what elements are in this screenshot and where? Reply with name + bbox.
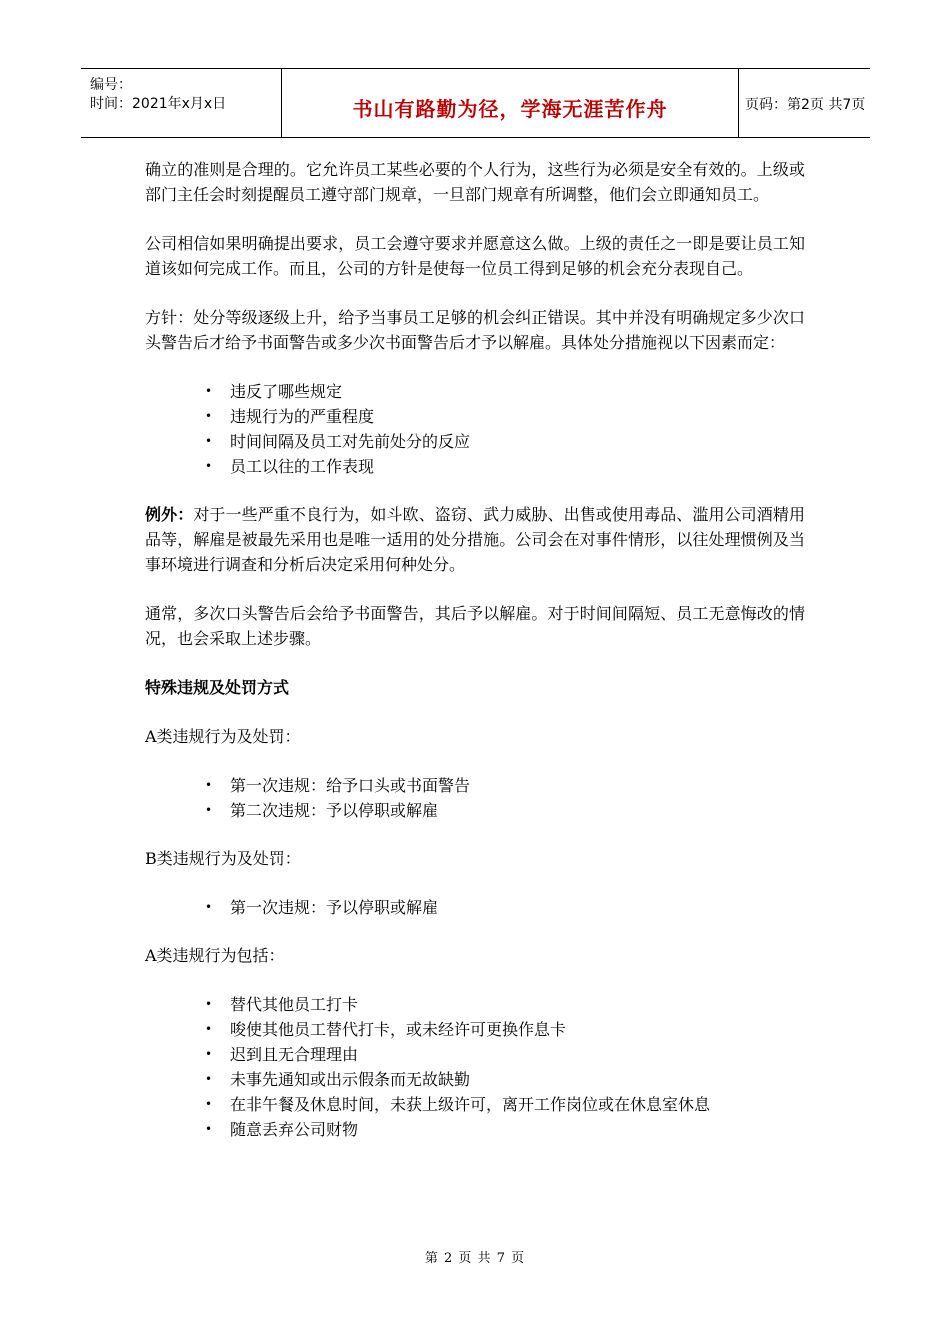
list-item: • 违反了哪些规定 xyxy=(205,379,805,404)
b-class-penalty-label: B类违规行为及处罚： xyxy=(145,849,301,868)
exception-text: 对于一些严重不良行为，如斗欧、盗窃、武力威胁、出售或使用毒品、滥用公司酒精用品等，解雇是被最先采用也是唯一适用的处分措施。公司会在对事件情形，以往处理惯例及当事环境进行调查和分析后决定采用何种处分。 xyxy=(145,505,805,574)
document-date-label: 时间：2021年x月x日 xyxy=(90,96,227,112)
list-item: • 在非午餐及休息时间，未获上级许可，离开工作岗位或在休息室休息 xyxy=(205,1092,750,1117)
paragraph-exception xyxy=(145,502,805,577)
header-motto-cell xyxy=(281,69,739,137)
header-motto: 书山有路勤为径，学海无涯苦作舟 xyxy=(352,97,668,121)
page-header xyxy=(81,68,870,138)
paragraph-usual-steps: 通常，多次口头警告后会给予书面警告，其后予以解雇。对于时间间隔短、员工无意悔改的情况，也会采取上述步骤。 xyxy=(145,604,805,648)
exception-label: 例外： xyxy=(145,505,194,524)
a-class-penalty-label: A类违规行为及处罚： xyxy=(145,727,301,746)
paragraph-guidelines: 确立的准则是合理的。它允许员工某些必要的个人行为，这些行为必须是安全有效的。上级或部门主任会时刻提醒员工遵守部门规章，一旦部门规章有所调整，他们会立即通知员工。 xyxy=(145,160,805,204)
document-body xyxy=(145,157,805,1165)
b-penalties-list xyxy=(145,895,805,920)
list-item: • 时间间隔及员工对先前处分的反应 xyxy=(205,429,805,454)
list-item: • 替代其他员工打卡 xyxy=(205,992,750,1017)
a-penalties-list xyxy=(145,773,805,823)
list-item: • 第一次违规：予以停职或解雇 xyxy=(205,895,805,920)
a-behaviors-list xyxy=(145,992,805,1142)
list-item: • 随意丢弃公司财物 xyxy=(205,1117,750,1142)
list-item: • 违规行为的严重程度 xyxy=(205,404,805,429)
factors-list xyxy=(145,379,805,479)
list-item: • 员工以往的工作表现 xyxy=(205,454,805,479)
document-number-label: 编号： xyxy=(90,77,132,93)
list-item: • 未事先通知或出示假条而无故缺勤 xyxy=(205,1067,750,1092)
page-footer: 第 2 页 共 7 页 xyxy=(424,1251,526,1266)
section-heading: 特殊违规及处罚方式 xyxy=(145,678,290,697)
list-item: • 第二次违规：予以停职或解雇 xyxy=(205,798,805,823)
header-page-cell xyxy=(738,69,870,137)
paragraph-policy: 方针：处分等级逐级上升，给予当事员工足够的机会纠正错误。其中并没有明确规定多少次口头警告后才给予书面警告或多少次书面警告后才予以解雇。具体处分措施视以下因素而定： xyxy=(145,308,805,352)
header-page-number: 页码：第2页 共7页 xyxy=(745,97,866,113)
list-item: • 唆使其他员工替代打卡，或未经许可更换作息卡 xyxy=(205,1017,750,1042)
list-item: • 第一次违规：给予口头或书面警告 xyxy=(205,773,805,798)
paragraph-expectations: 公司相信如果明确提出要求，员工会遵守要求并愿意这么做。上级的责任之一即是要让员工知道该如何完成工作。而且，公司的方针是使每一位员工得到足够的机会充分表现自己。 xyxy=(145,234,805,278)
a-class-includes-label: A类违规行为包括： xyxy=(145,946,285,965)
header-info-cell xyxy=(81,69,281,137)
list-item: • 迟到且无合理理由 xyxy=(205,1042,750,1067)
